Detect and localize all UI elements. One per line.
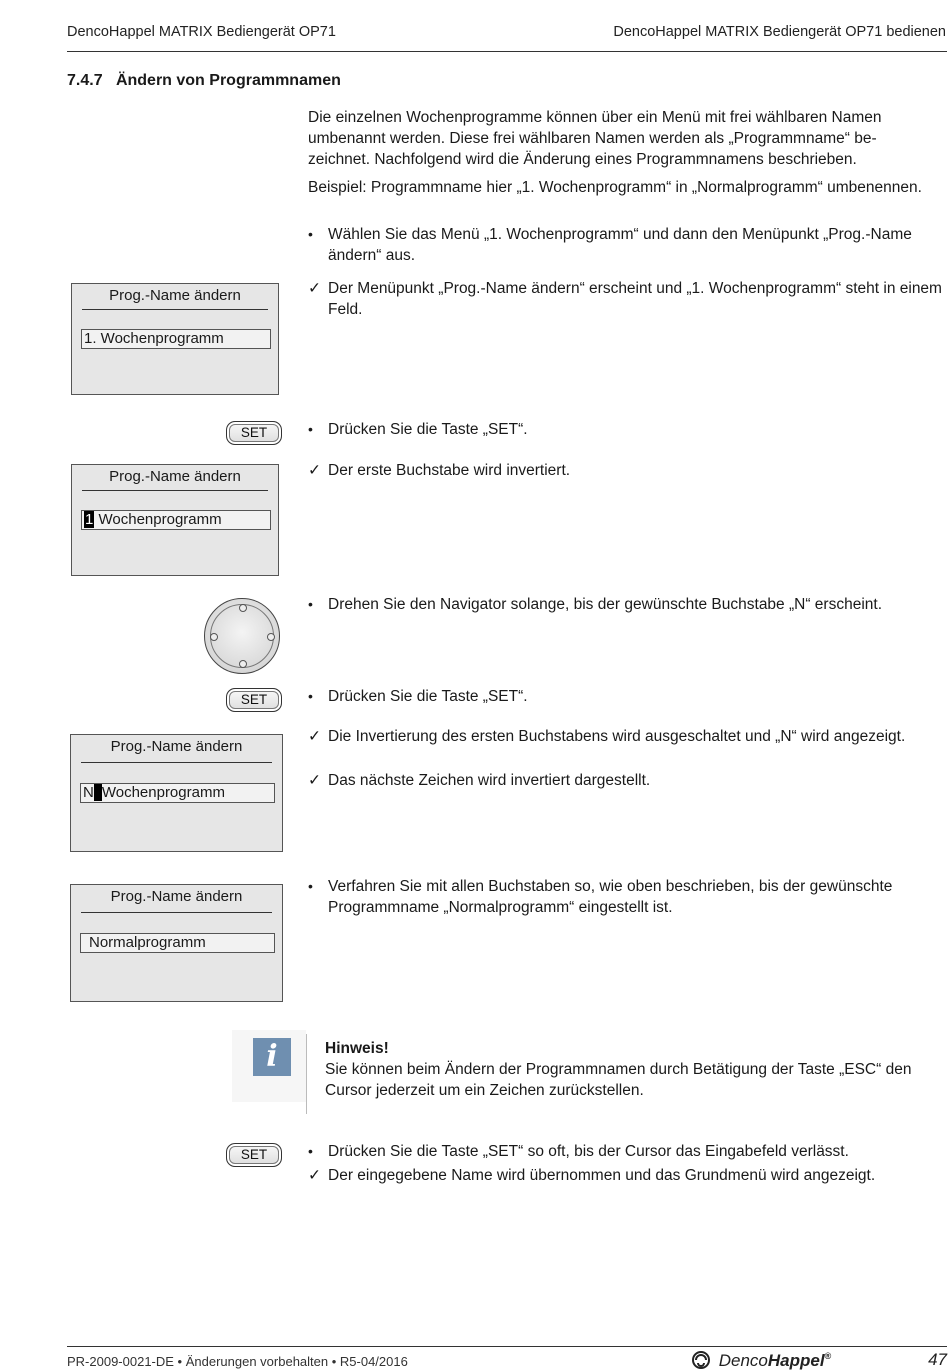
lcd-divider (82, 490, 268, 491)
cursor-block (94, 784, 102, 801)
page-number: 47 (928, 1350, 947, 1369)
step-text: Der erste Buchstabe wird invertiert. (328, 462, 571, 479)
lcd-screen-1 (71, 283, 279, 395)
check-marker: ✓ (308, 728, 321, 745)
step-text: Drücken Sie die Taste „SET“. (328, 688, 528, 705)
check-marker: ✓ (308, 280, 321, 297)
section-number: 7.4.7 (67, 72, 103, 89)
step-text: Das nächste Zeichen wird invertiert dargestellt. (328, 772, 651, 789)
lcd-title: Prog.-Name ändern (109, 287, 241, 304)
step-repeat-letters (308, 876, 943, 918)
step-text: Drehen Sie den Navigator solange, bis der gewünschte Buchstabe „N“ erscheint. (328, 596, 883, 613)
lcd-title: Prog.-Name ändern (110, 888, 243, 905)
bullet-marker: • (308, 226, 313, 242)
header-rule (67, 51, 947, 52)
bullet-marker: • (308, 421, 313, 437)
header-left: DencoHappel MATRIX Bediengerät OP71 (67, 24, 336, 40)
check-marker: ✓ (308, 772, 321, 789)
navigator-dot-top (239, 604, 247, 612)
lcd-name-field: 1. Wochenprogramm (81, 329, 271, 349)
lcd-screen-4 (70, 884, 283, 1002)
brand-name-part2: Happel (767, 1351, 825, 1370)
result-inversion-off (308, 726, 943, 747)
check-marker: ✓ (308, 1167, 321, 1184)
result-name-accepted (308, 1165, 943, 1186)
lcd-title: Prog.-Name ändern (109, 468, 241, 485)
lcd-screen-3 (70, 734, 283, 852)
info-icon: i (253, 1038, 291, 1076)
step-text: Drücken Sie die Taste „SET“. (328, 421, 528, 438)
section-title (67, 72, 341, 90)
result-next-char-inverted (308, 770, 943, 791)
lcd-title: Prog.-Name ändern (110, 738, 243, 755)
step-text: Wählen Sie das Menü „1. Wochenprogramm“ und dann den Menüpunkt „Prog.-Name ändern“ aus. (328, 226, 912, 264)
bullet-marker: • (308, 688, 313, 704)
result-menu-appears (308, 278, 943, 320)
brand-registered-mark: ® (824, 1351, 832, 1361)
step-press-set-2 (308, 686, 943, 707)
step-text: Der Menüpunkt „Prog.-Name ändern“ erscheint und „1. Wochenprogramm“ steht in einem Feld. (328, 280, 942, 318)
set-button[interactable]: SET (226, 421, 282, 445)
section-heading: Ändern von Programmnamen (115, 72, 341, 89)
brand-name-part1: Denco (718, 1351, 768, 1370)
lcd-name-field (81, 510, 271, 530)
inverted-character: 1 (85, 511, 94, 528)
lcd-screen-2 (71, 464, 279, 576)
step-press-set-3 (308, 1141, 943, 1162)
navigator-dial[interactable] (204, 598, 280, 674)
step-text: Verfahren Sie mit allen Buchstaben so, wie oben beschrieben, bis der gewünschte Programmname „Normalprogramm“ eingestellt ist. (328, 878, 893, 916)
step-turn-navigator (308, 594, 943, 615)
intro-paragraph-1: Die einzelnen Wochenprogramme können über ein Menü mit frei wählbaren Namen umbenannt werden. Diese frei wählbaren Namen werden als „Programmname“ be-zeichnet. Nachfolgend wird die Änderung eines Programmnamens beschrieben. (308, 109, 882, 168)
result-first-letter-inverted (308, 460, 943, 481)
bullet-marker: • (308, 1143, 313, 1159)
step-text: Drücken Sie die Taste „SET“ so oft, bis der Cursor das Eingabefeld verlässt. (328, 1143, 849, 1160)
step-select-menu (308, 224, 943, 266)
footer-document-info: PR-2009-0021-DE • Änderungen vorbehalten • R5-04/2016 (67, 1354, 408, 1369)
lcd-name-field: Normalprogramm (80, 933, 275, 953)
lcd-name-field (80, 783, 275, 803)
navigator-dot-left (210, 633, 218, 641)
bullet-marker: • (308, 878, 313, 894)
field-remaining-text: Wochenprogramm (101, 784, 225, 801)
field-prefix-text: N (83, 784, 94, 801)
lcd-divider (81, 912, 272, 913)
navigator-dot-right (267, 633, 275, 641)
brand-swirl-icon (692, 1351, 714, 1369)
step-press-set-1 (308, 419, 943, 440)
bullet-marker: • (308, 596, 313, 612)
brand-logo (692, 1351, 831, 1371)
set-button[interactable]: SET (226, 1143, 282, 1167)
step-text: Der eingegebene Name wird übernommen und das Grundmenü wird angezeigt. (328, 1167, 876, 1184)
lcd-divider (81, 762, 272, 763)
lcd-divider (82, 309, 268, 310)
navigator-dot-bottom (239, 660, 247, 668)
note-title: Hinweis! (325, 1040, 389, 1057)
footer-rule (67, 1346, 947, 1347)
step-text: Die Invertierung des ersten Buchstabens wird ausgeschaltet und „N“ wird angezeigt. (328, 728, 906, 745)
note-text: Sie können beim Ändern der Programmnamen durch Betätigung der Taste „ESC“ den Cursor jederzeit um ein Zeichen zurückstellen. (325, 1061, 912, 1099)
field-remaining-text: Wochenprogramm (94, 511, 222, 528)
header-right: DencoHappel MATRIX Bediengerät OP71 bedienen (613, 24, 946, 40)
check-marker: ✓ (308, 462, 321, 479)
note-divider (306, 1034, 307, 1114)
intro-paragraph-2: Beispiel: Programmname hier „1. Wochenprogramm“ in „Normalprogramm“ umbenennen. (308, 179, 922, 196)
set-button[interactable]: SET (226, 688, 282, 712)
